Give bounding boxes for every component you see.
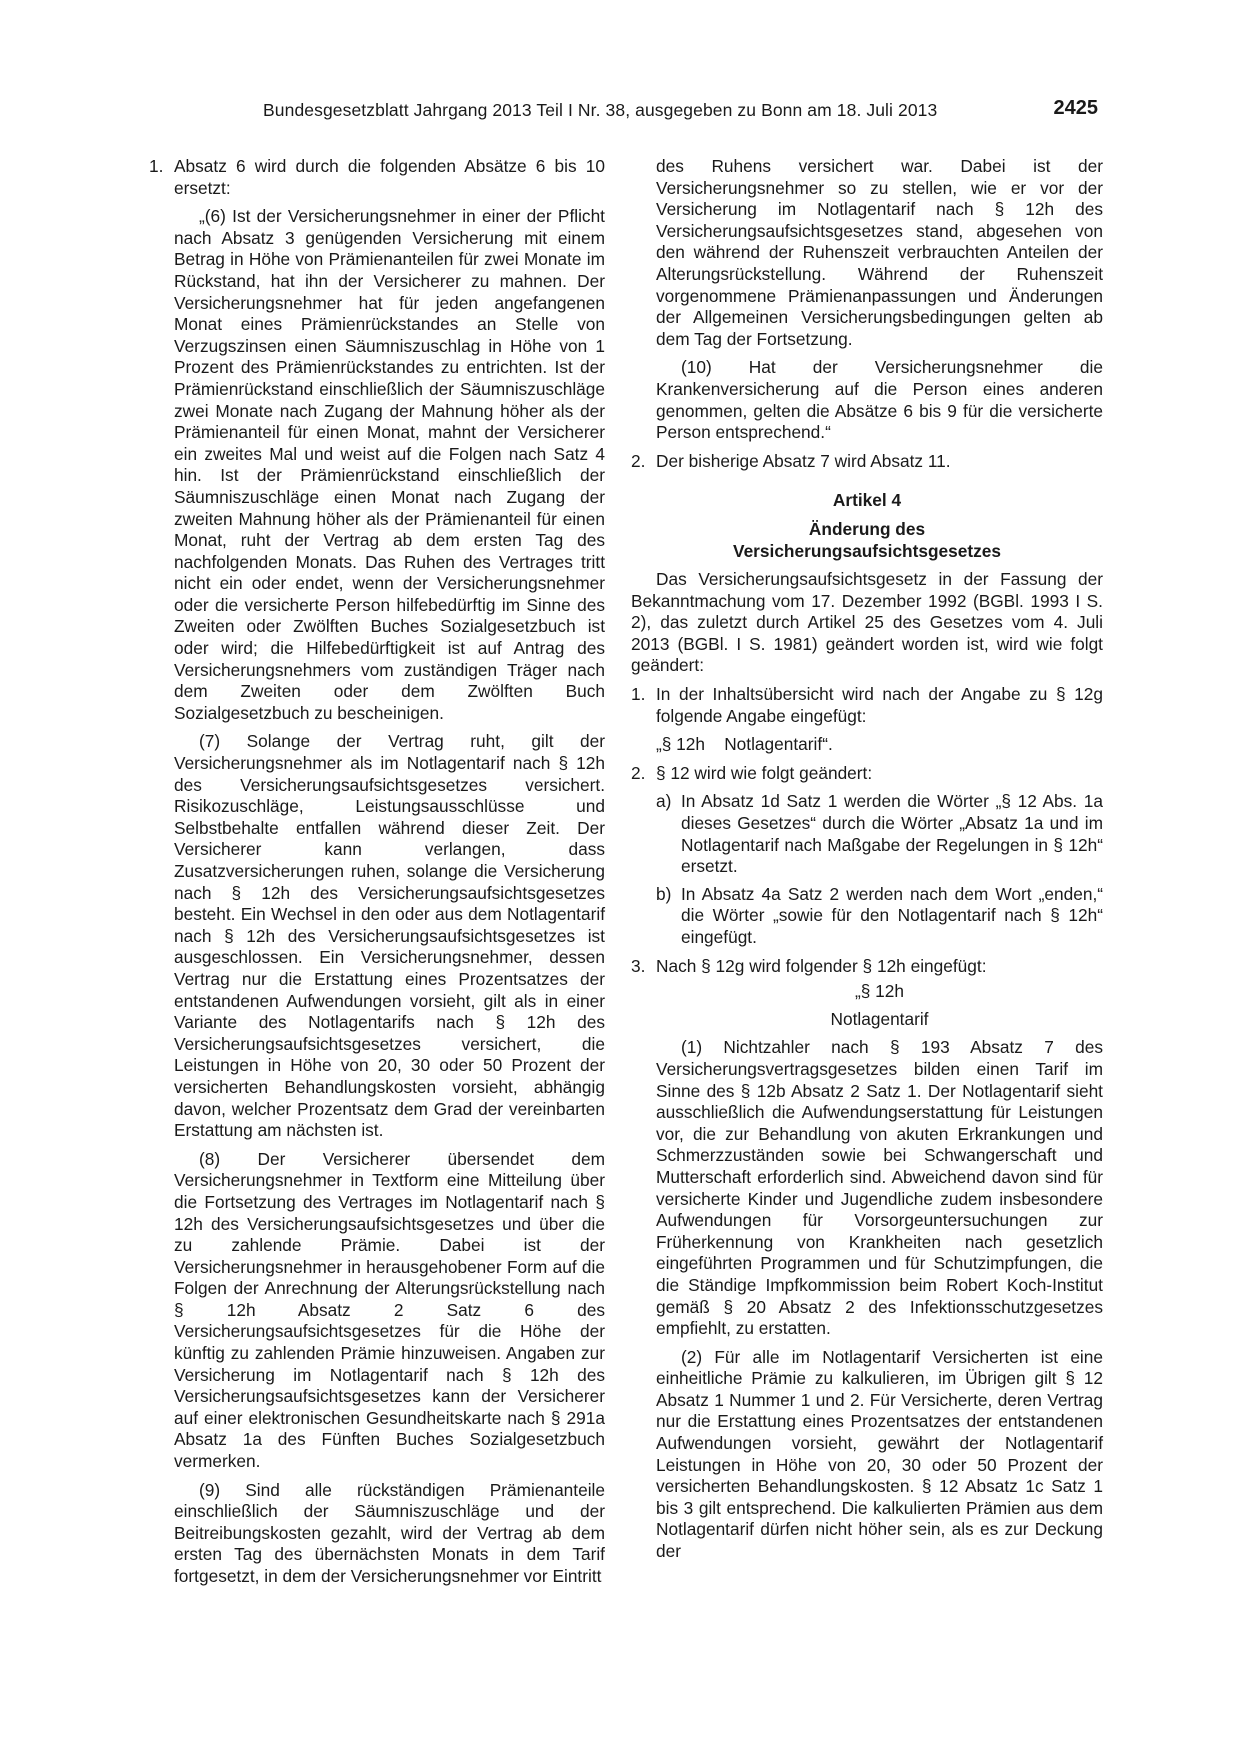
paragraph-9: (9) Sind alle rückständigen Prämienanteile einschließlich der Säumniszuschläge und der Beitreibungskosten gezahlt, wird der Vertrag ab dem ersten Tag des übernächsten Monats in dem Tarif fortgesetzt, in dem der Versicherungsnehmer vor Eintritt [174, 1479, 605, 1586]
list-item [149, 156, 605, 199]
running-title: Bundesgesetzblatt Jahrgang 2013 Teil I Nr. 38, ausgegeben zu Bonn am 18. Juli 2013 [263, 100, 938, 120]
list-item [631, 451, 1103, 473]
list-number: 1. [631, 684, 646, 705]
list-text: Der bisherige Absatz 7 wird Absatz 11. [656, 450, 951, 471]
section-title: Notlagentarif [830, 1008, 929, 1029]
section-paragraph-1: (1) Nichtzahler nach § 193 Absatz 7 des Versicherungsvertragsgesetzes bilden einen Tarif im Sinne des § 12b Absatz 2 Satz 1. Der Notlagentarif sieht ausschließlich die Aufwendungserstattung für Leistungen vor, die zur Behandlung von akuten Erkrankungen und Schmerzzuständen sowie bei Schwangerschaft und Mutterschaft erforderlich sind. Abweichend davon sind für versicherte Kinder und Jugendliche zudem insbesondere Aufwendungen für Vorsorgeuntersuchungen zur Früherkennung von Krankheiten nach gesetzlich eingeführten Programmen und für Schutzimpfungen, die die Ständige Impfkommission beim Robert Koch-Institut gemäß § 20 Absatz 2 des Infektionsschutzgesetzes empfiehlt, zu erstatten. [656, 1037, 1103, 1339]
left-column [149, 156, 605, 1595]
sub-item [656, 791, 1103, 877]
quoted-block [149, 206, 605, 1587]
list-item [631, 684, 1103, 756]
article-intro: Das Versicherungsaufsichtsgesetz in der Fassung der Bekanntmachung vom 17. Dezember 1992 (BGBl. 1993 I S. 2), das zuletzt durch Artikel 25 des Gesetzes vom 4. Juli 2013 (BGBl. I S. 1981) geändert worden ist, wird wie folgt geändert: [631, 569, 1103, 676]
article-heading [631, 519, 1103, 562]
list-item [631, 763, 1103, 949]
sub-item [656, 884, 1103, 949]
section-paragraph-2: (2) Für alle im Notlagentarif Versicherten ist eine einheitliche Prämie zu kalkulieren, im Übrigen gilt § 12 Absatz 1 Nummer 1 und 2. Für Versicherte, deren Vertrag nur die Erstattung eines Prozentsatzes der entstandenen Aufwendungen vorsieht, gewährt der Notlagentarif Leistungen in Höhe von 20, 30 oder 50 Prozent der versicherten Behandlungskosten. § 12 Absatz 1c Satz 1 bis 3 gilt entsprechend. Die kalkulierten Prämien aus dem Notlagentarif dürfen nicht höher sein, als es zur Deckung der [656, 1346, 1103, 1562]
page-header [0, 97, 1241, 124]
sub-text: In Absatz 1d Satz 1 werden die Wörter „§ 12 Abs. 1a dieses Gesetzes“ durch die Wörter „Absatz 1a und im Notlagentarif nach Maßgabe der Regelungen in § 12h“ ersetzt. [681, 791, 1103, 877]
right-column [631, 156, 1103, 1570]
list-number: 2. [631, 762, 646, 783]
article-title: Artikel 4 [832, 490, 902, 511]
toc-entry: „§ 12h Notlagentarif“. [656, 734, 833, 755]
list-number: 3. [631, 955, 646, 976]
list-text: Absatz 6 wird durch die folgenden Absätze 6 bis 10 ersetzt: [174, 156, 605, 198]
list-number: 2. [631, 450, 646, 471]
list-text: In der Inhaltsübersicht wird nach der Angabe zu § 12g folgende Angabe eingefügt: [656, 684, 1103, 726]
sub-letter: b) [656, 883, 672, 904]
sub-text: In Absatz 4a Satz 2 werden nach dem Wort „enden,“ die Wörter „sowie für den Notlagentarif nach § 12h“ eingefügt. [681, 883, 1103, 947]
article-heading-line-2: Versicherungsaufsichtsgesetzes [733, 540, 1001, 561]
article-heading-line-1: Änderung des [808, 518, 926, 539]
paragraph-9-continued: des Ruhens versichert war. Dabei ist der Versicherungsnehmer so zu stellen, wie er vor der Versicherung im Notlagentarif nach § 12h des Versicherungsaufsichtsgesetzes stand, abgesehen von den während der Ruhenszeit verbrauchten Anteilen der Alterungsrückstellung. Während der Ruhenszeit vorgenommene Prämienanpassungen und Änderungen der Allgemeinen Versicherungsbedingungen gelten ab dem Tag der Fortsetzung. [656, 156, 1103, 349]
paragraph-8: (8) Der Versicherer übersendet dem Versicherungsnehmer in Textform eine Mitteilung über die Fortsetzung des Vertrages im Notlagentarif nach § 12h des Versicherungsaufsichtsgesetzes und über die zu zahlende Prämie. Dabei ist der Versicherungsnehmer in herausgehobener Form auf die Folgen der Anrechnung der Alterungsrückstellung nach § 12h Absatz 2 Satz 6 des Versicherungsaufsichtsgesetzes für die Höhe der künftig zu zahlenden Prämie hinzuweisen. Angaben zur Versicherung im Notlagentarif nach § 12h des Versicherungsaufsichtsgesetzes kann der Versicherer auf einer elektronischen Gesundheitskarte nach § 291a Absatz 1a des Fünften Buches Sozialgesetzbuch vermerken. [174, 1148, 605, 1472]
paragraph-6: „(6) Ist der Versicherungsnehmer in einer der Pflicht nach Absatz 3 genügenden Versicherung mit einem Betrag in Höhe von Prämienanteilen für zwei Monate im Rückstand, hat ihn der Versicherer zu mahnen. Der Versicherungsnehmer hat für jeden angefangenen Monat eines Prämienrückstandes an Stelle von Verzugszinsen einen Säumniszuschlag in Höhe von 1 Prozent des Prämienrückstandes zu entrichten. Ist der Prämienrückstand einschließlich der Säumniszuschläge zwei Monate nach Zugang der Mahnung höher als der Prämienanteil für einen Monat, mahnt der Versicherer ein zweites Mal und weist auf die Folgen nach Satz 4 hin. Ist der Prämienrückstand einschließlich der Säumniszuschläge einen Monat nach Zugang der zweiten Mahnung höher als der Prämienanteil für einen Monat, ruht der Vertrag ab dem ersten Tag des nachfolgenden Monats. Das Ruhen des Vertrages tritt nicht ein oder endet, wenn der Versicherungsnehmer oder die versicherte Person hilfebedürftig im Sinne des Zweiten oder Zwölften Buches Sozialgesetzbuch ist oder wird; die Hilfebedürftigkeit ist auf Antrag des Versicherungsnehmers vom zuständigen Träger nach dem Zweiten oder dem Zwölften Buch Sozialgesetzbuch zu bescheinigen. [174, 206, 605, 723]
section-number: „§ 12h [854, 981, 904, 1002]
quoted-block-cont [631, 156, 1103, 444]
list-item [631, 956, 1103, 1563]
list-text: Nach § 12g wird folgender § 12h eingefügt: [656, 955, 987, 976]
page-number: 2425 [1053, 97, 1098, 119]
paragraph-7: (7) Solange der Vertrag ruht, gilt der Versicherungsnehmer als im Notlagentarif nach § 12h des Versicherungsaufsichtsgesetzes versichert. Risikozuschläge, Leistungsausschlüsse und Selbstbehalte entfallen während dieser Zeit. Der Versicherer kann verlangen, dass Zusatzversicherungen ruhen, solange die Versicherung nach § 12h des Versicherungsaufsichtsgesetzes besteht. Ein Wechsel in den oder aus dem Notlagentarif nach § 12h des Versicherungsaufsichtsgesetzes ist ausgeschlossen. Ein Versicherungsnehmer, dessen Vertrag nur die Erstattung eines Prozentsatzes der entstandenen Aufwendungen vorsieht, gilt als in einer Variante des Notlagentarifs nach § 12h des Versicherungsaufsichtsgesetzes versichert, die Leistungen in Höhe von 20, 30 oder 50 Prozent der versicherten Behandlungskosten vorsieht, abhängig davon, welcher Prozentsatz dem Grad der vereinbarten Erstattung am nächsten ist. [174, 731, 605, 1141]
sub-letter: a) [656, 791, 672, 812]
paragraph-10: (10) Hat der Versicherungsnehmer die Krankenversicherung auf die Person eines anderen genommen, gelten die Absätze 6 bis 9 für die versicherte Person entsprechend.“ [656, 357, 1103, 443]
list-text: § 12 wird wie folgt geändert: [656, 762, 873, 783]
list-number: 1. [149, 156, 164, 176]
